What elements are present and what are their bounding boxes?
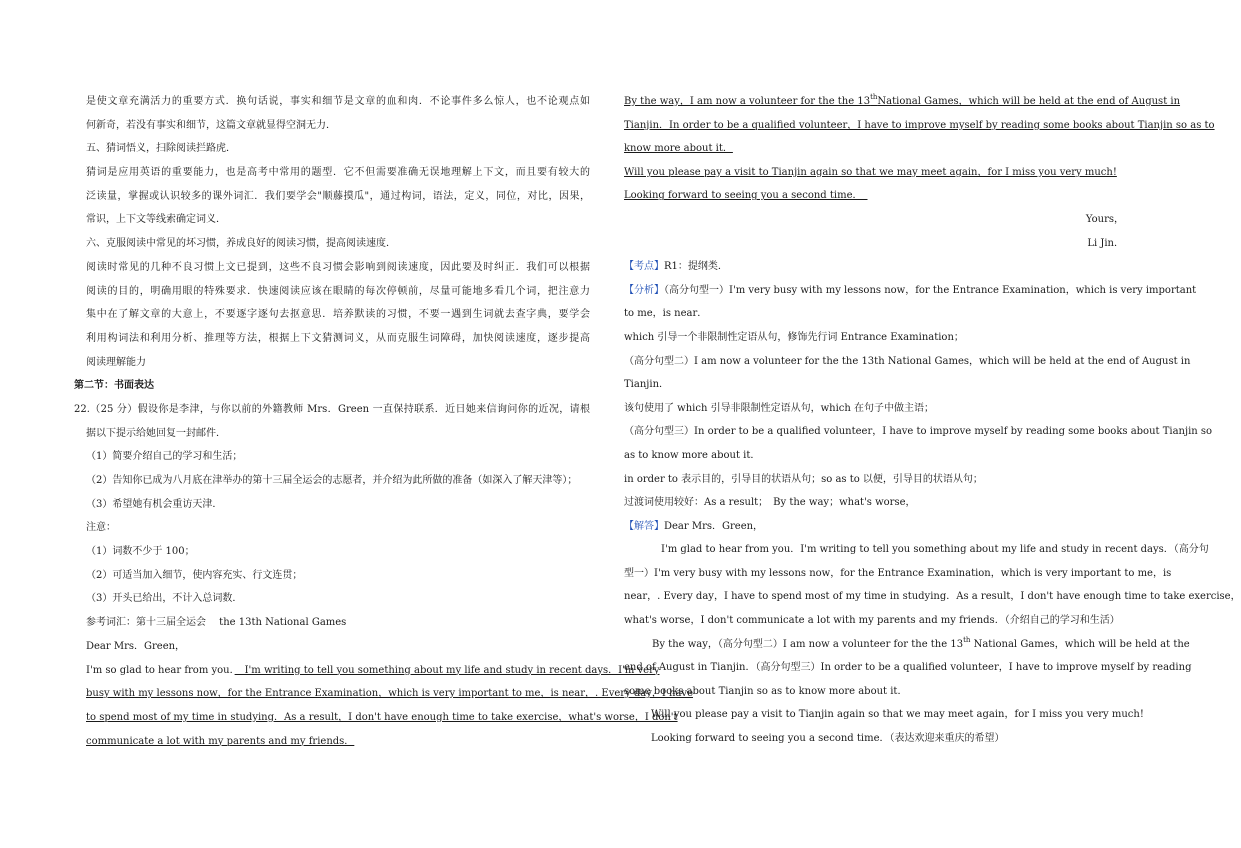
jieda-tag: 【解答】 — [624, 520, 664, 532]
paragraph-line: 何新奇，若没有事实和细节，这篇文章就显得空洞无力． — [86, 119, 336, 131]
letter-text: I'm writing to tell you something about my life and study in recent days．I'm very — [234, 664, 660, 676]
analysis-line: （高分句型三）In order to be a qualified volunteer，I have to improve myself by reading some books about Tianjin so — [624, 426, 1213, 438]
paragraph-line: 泛读量，掌握或认识较多的课外词汇．我们要学会"顺藤摸瓜"，通过构词，语法，定义，同位，对比，因果， — [86, 190, 590, 202]
fenxi-tag: 【分析】 — [624, 284, 664, 296]
letter-greeting: Dear Mrs．Green， — [86, 640, 186, 652]
paragraph-line: 是使文章充满活力的重要方式．换句话说，事实和细节是文章的血和肉．不论事件多么惊人，也不论观点如 — [86, 96, 590, 107]
paragraph-line: 利用构词法和利用分析、推理等方法，根据上下文猜测词义，从而克服生词障碍，加快阅读速度，逐步提高 — [86, 332, 590, 344]
letter-text: National Games，which will be held at the end of August in — [877, 96, 1181, 107]
note-item: （1）词数不少于 100； — [86, 546, 195, 558]
letter-closing: Yours， — [1085, 213, 1124, 225]
answer-line: 型一）I'm very busy with my lessons now，for the Entrance Examination，which is very important to me，is — [624, 567, 1172, 579]
analysis-line: 该句使用了 which 引导非限制性定语从句，which 在句子中做主语； — [624, 402, 935, 414]
letter-signature: Li Jin． — [1087, 237, 1124, 249]
analysis-line: （高分句型二）I am now a volunteer for the the 13th National Games，which will be held at the end of August in — [624, 355, 1191, 367]
answer-line: I'm glad to hear from you．I'm writing to tell you something about my life and study in recent days．（高分句 — [661, 544, 1209, 556]
question-22: 22.（25 分）假设你是李津，与你以前的外籍教师 Mrs．Green 一直保持联系．近日她来信询问你的近况，请根 — [74, 403, 590, 415]
analysis-text: （高分句型一）I'm very busy with my lessons now，for the Entrance Examination，which is very important — [664, 284, 1197, 296]
note-label: 注意： — [86, 522, 116, 534]
answer-line: what's worse，I don't communicate a lot with my parents and my friends．（介绍自己的学习和生活） — [624, 615, 1120, 627]
kaodian-tag: 【考点】 — [624, 261, 664, 273]
answer-line: Looking forward to seeing you a second time．（表达欢迎来重庆的希望） — [651, 733, 1005, 745]
note-item: （3）开头已给出，不计入总词数． — [86, 593, 243, 605]
prompt-item: （2）告知你已成为八月底在津举办的第十三届全运会的志愿者，并介绍为此所做的准备（如深入了解天津等）； — [86, 475, 578, 486]
kaodian-text: R1：提纲类． — [664, 261, 728, 273]
letter-line: know more about it． — [624, 143, 733, 155]
reference-vocabulary: 参考词汇：第十三届全运会 the 13th National Games — [86, 617, 347, 629]
analysis-line: 过渡词使用较好：As a result； By the way；what's worse， — [624, 497, 916, 509]
prompt-item: （1）简要介绍自己的学习和生活； — [86, 451, 243, 463]
section-heading-6: 六、克服阅读中常见的坏习惯，养成良好的阅读习惯，提高阅读速度． — [86, 238, 396, 250]
kaodian-line — [624, 255, 1128, 279]
letter-line — [86, 659, 660, 683]
paragraph-line: 阅读时常见的几种不良习惯上文已提到，这些不良习惯会影响到阅读速度，因此要及时纠正．我们可以根据 — [86, 261, 590, 273]
paragraph-line: 集中在了解文章的大意上，不要逐字逐句去抠意思．培养默读的习惯，不要一遇到生词就去查字典，要学会 — [86, 309, 590, 321]
question-22-cont: 据以下提示给她回复一封邮件． — [86, 427, 226, 439]
answer-line — [624, 515, 1128, 539]
answer-line: some books about Tianjin so as to know more about it． — [624, 685, 908, 697]
analysis-line: Tianjin． — [624, 379, 670, 391]
analysis-line: in order to 表示目的，引导目的状语从句；so as to 以便，引导目的状语从句； — [624, 473, 983, 485]
paragraph-line: 阅读理解能力 — [86, 356, 146, 368]
answer-line — [624, 633, 1190, 657]
answer-text: By the way，（高分句型二）I am now a volunteer for the the 13 — [652, 638, 964, 650]
letter-line: Looking forward to seeing you a second time． — [624, 190, 868, 202]
analysis-line: as to know more about it． — [624, 449, 761, 461]
answer-line: end of August in Tianjin．（高分句型三）In order to be a qualified volunteer，I have to improve myself by reading — [624, 662, 1192, 674]
letter-line — [624, 90, 1181, 114]
letter-line: to spend most of my time in studying．As a result，I don't have enough time to take exercise，what's worse，I don't — [86, 711, 678, 723]
letter-line: communicate a lot with my parents and my friends． — [86, 735, 355, 747]
right-column — [624, 90, 1241, 751]
superscript: th — [963, 635, 971, 644]
letter-opening: I'm so glad to hear from you． — [86, 664, 235, 676]
analysis-line: which 引导一个非限制性定语从句，修饰先行词 Entrance Examination； — [624, 331, 964, 343]
answer-text: National Games，which will be held at the — [970, 638, 1190, 650]
letter-line: busy with my lessons now，for the Entrance Examination，which is very important to me，is near，. Every day，I have — [86, 688, 693, 700]
prompt-item: （3）希望她有机会重访天津． — [86, 498, 223, 510]
paragraph-line: 常识，上下文等线索确定词义． — [86, 214, 226, 226]
paragraph-line: 猜词是应用英语的重要能力，也是高考中常用的题型．它不但需要准确无误地理解上下文，而且要有较大的 — [86, 167, 590, 179]
letter-text: By the way，I am now a volunteer for the the 13 — [624, 96, 871, 107]
section-title: 第二节：书面表达 — [74, 380, 154, 392]
section-heading-5: 五、猜词悟义，扫除阅读拦路虎． — [86, 143, 236, 155]
analysis-line: to me，is near． — [624, 308, 708, 320]
paragraph-line: 阅读的目的，明确用眼的特殊要求．快速阅读应该在眼睛的每次停顿前，尽量可能地多看几个词，把注意力 — [86, 285, 590, 297]
letter-line: Tianjin．In order to be a qualified volunteer，I have to improve myself by reading some books about Tianjin so as to — [624, 119, 1215, 131]
answer-greeting: Dear Mrs．Green， — [664, 520, 764, 532]
answer-line: near，. Every day，I have to spend most of my time in studying．As a result，I don't have enough time to take exercise， — [624, 591, 1241, 603]
note-item: （2）可适当加入细节，使内容充实、行文连贯； — [86, 569, 303, 581]
superscript: th — [870, 93, 878, 101]
letter-line: Will you please pay a visit to Tianjin again so that we may meet again，for I miss you very much! — [624, 166, 1117, 178]
answer-line: Will you please pay a visit to Tianjin again so that we may meet again，for I miss you very much! — [651, 709, 1144, 721]
analysis-line — [624, 279, 1197, 303]
